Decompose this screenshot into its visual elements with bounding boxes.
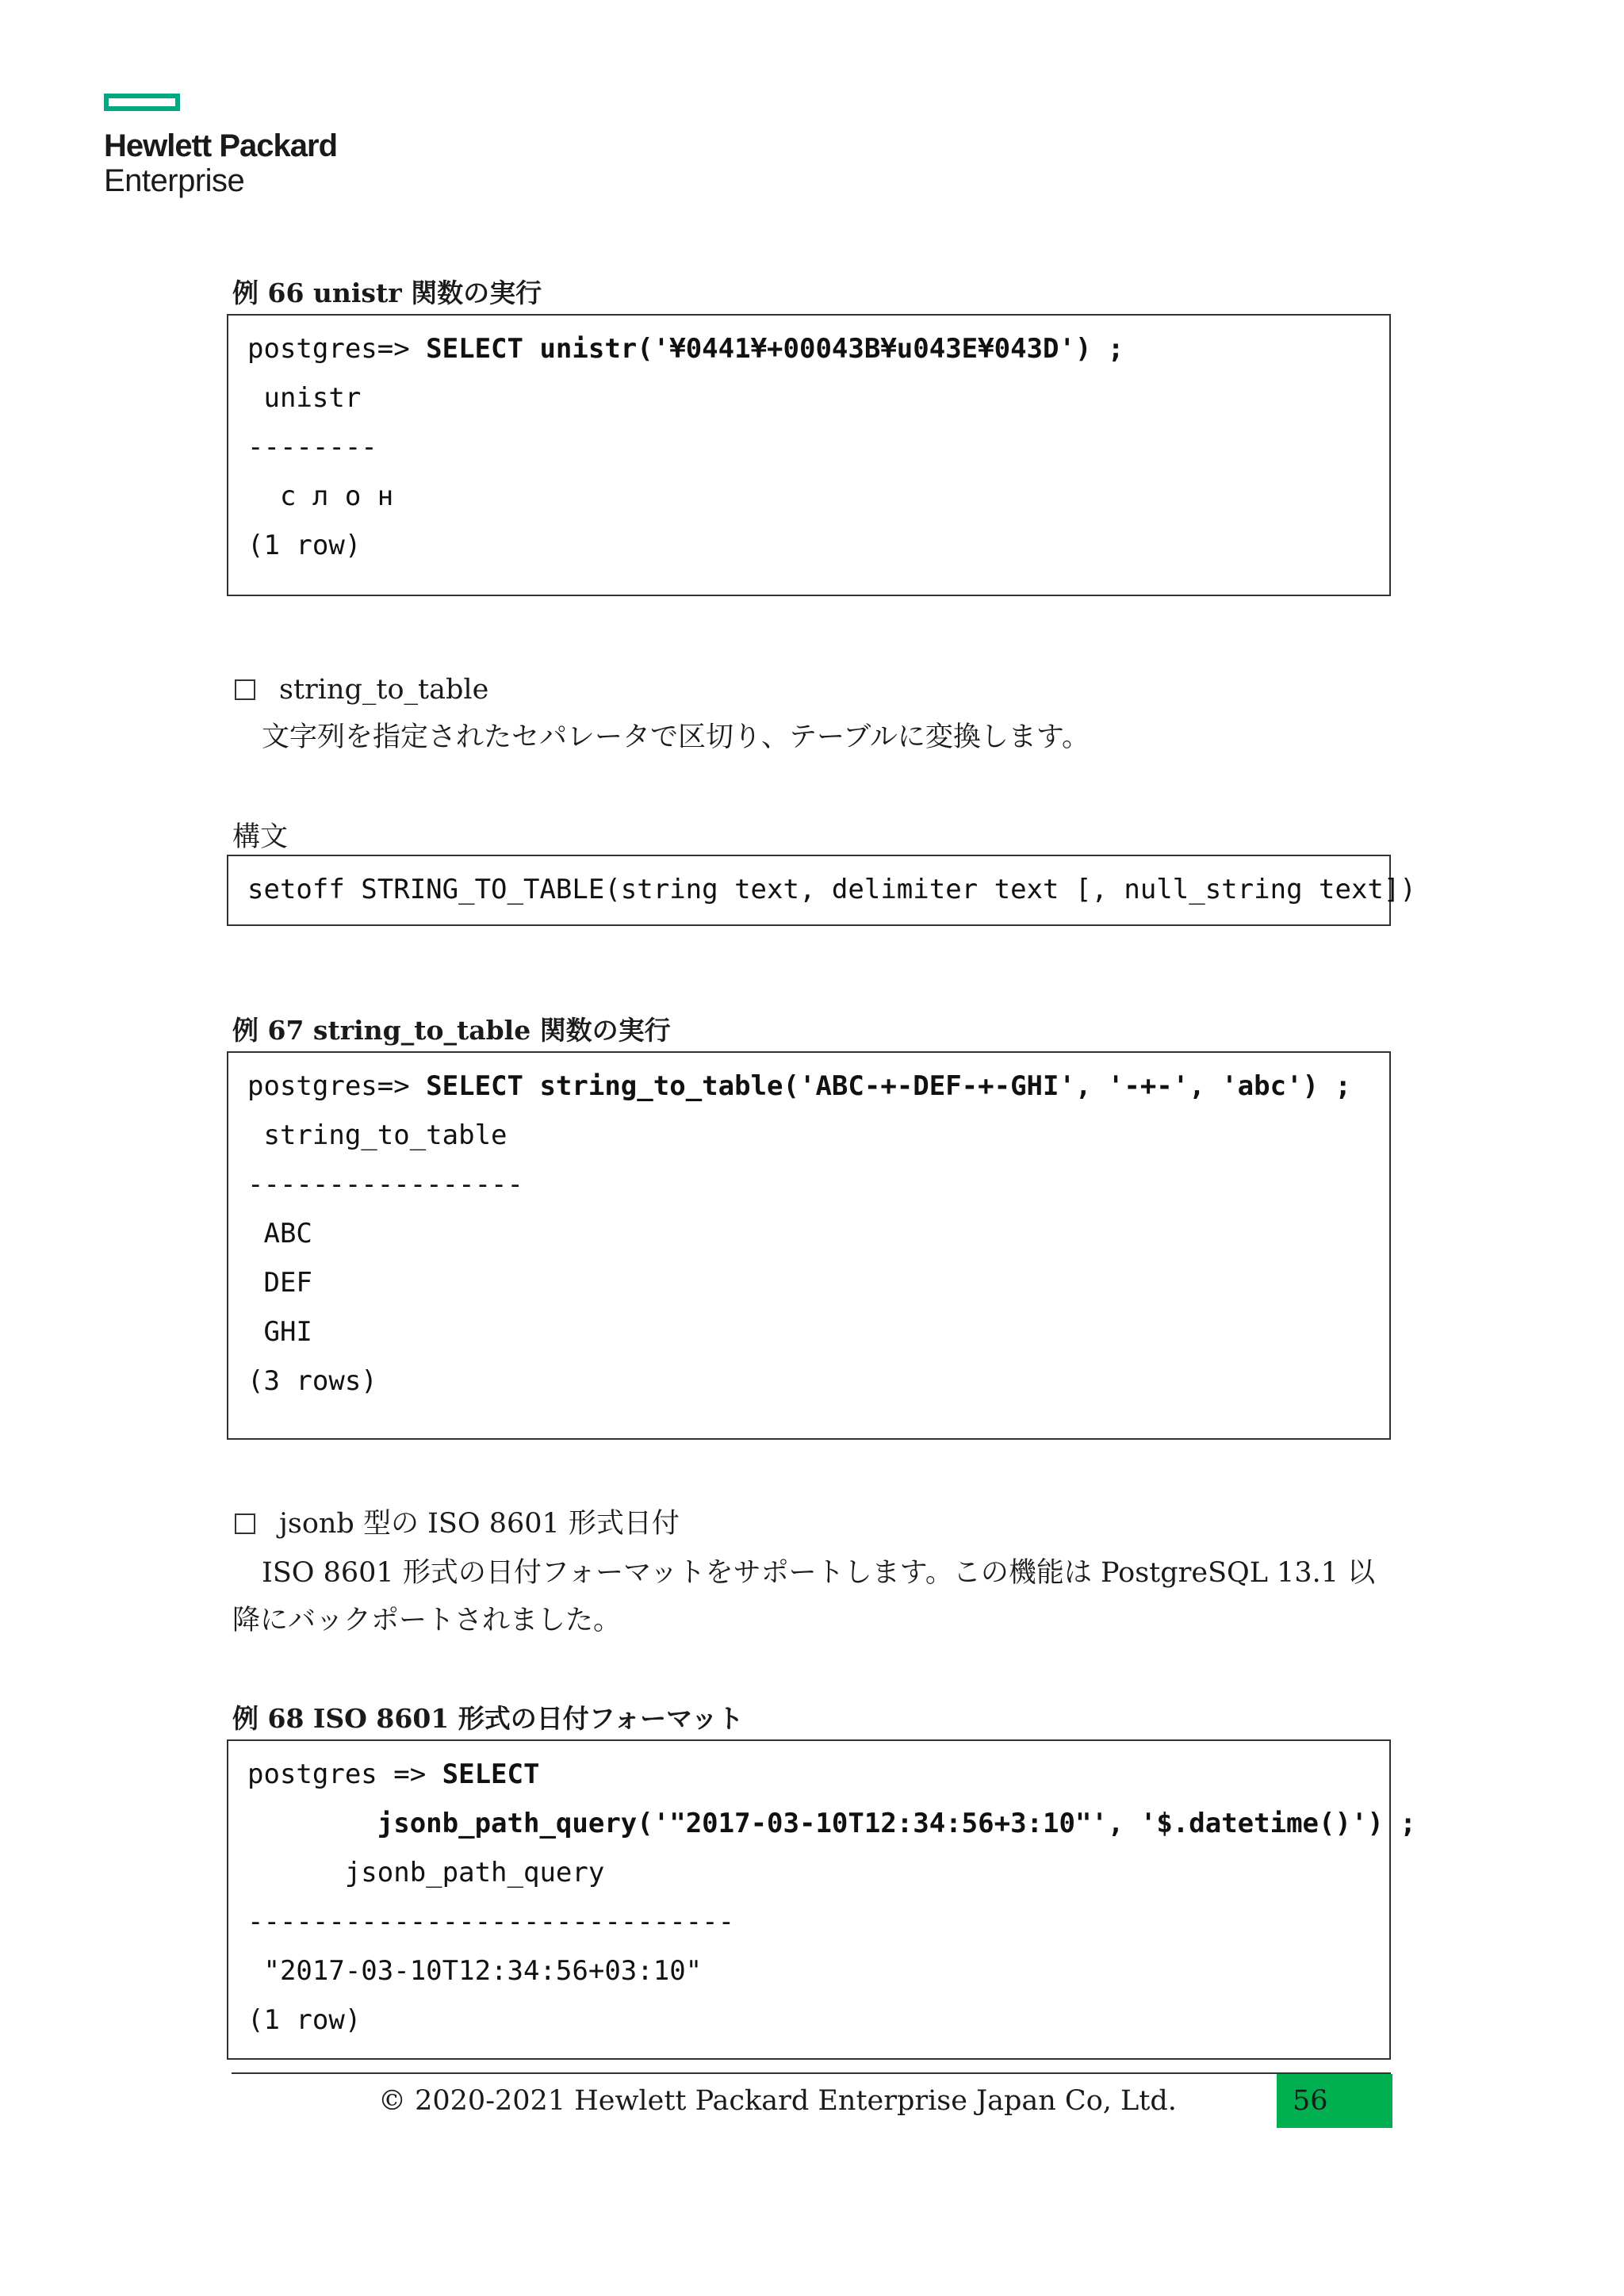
checkbox-bullet-icon: [235, 679, 255, 700]
section-title-jsonb-iso8601: jsonb 型の ISO 8601 形式日付: [235, 1506, 680, 1541]
code-line: jsonb_path_query('"2017-03-10T12:34:56+3:10"', '$.datetime()') ;: [377, 1808, 1416, 1839]
code-line: jsonb_path_query: [247, 1857, 605, 1888]
syntax-label: 構文: [232, 821, 289, 853]
code-line: unistr: [247, 382, 362, 414]
code-line: (3 rows): [247, 1365, 377, 1397]
syntax-code-block: [227, 855, 1416, 926]
section-description: 文字列を指定されたセパレータで区切り、テーブルに変換します。: [262, 721, 1090, 753]
example-66-code-block: [227, 314, 1391, 596]
code-line: "2017-03-10T12:34:56+03:10": [247, 1955, 703, 1987]
example-68-caption: 例 68 ISO 8601 形式の日付フォーマット: [232, 1703, 744, 1734]
section-title-string-to-table: string_to_table: [235, 672, 488, 707]
code-line: -----------------: [247, 1169, 523, 1200]
code-line: string_to_table: [247, 1119, 508, 1151]
code-line: postgres=> SELECT string_to_table('ABC-+-DEF-+-GHI', '-+-', 'abc') ;: [247, 1070, 1351, 1102]
page-number-badge: [1277, 2074, 1392, 2128]
footer-divider: [232, 2072, 1391, 2074]
code-line: postgres=> SELECT unistr('¥0441¥+00043B¥u043E¥043D') ;: [247, 333, 1124, 365]
section-description-line1: ISO 8601 形式の日付フォーマットをサポートします。この機能は PostgreSQL 13.1 以: [262, 1557, 1376, 1589]
code-line: ABC: [247, 1218, 312, 1249]
code-line: (1 row): [247, 530, 362, 561]
footer-copyright: © 2020-2021 Hewlett Packard Enterprise Japan Co, Ltd.: [378, 2085, 1177, 2117]
hpe-logo: [104, 94, 358, 198]
code-line: (1 row): [247, 2004, 362, 2036]
example-67-caption: 例 67 string_to_table 関数の実行: [232, 1015, 671, 1046]
code-line: с л о н: [247, 480, 394, 512]
code-line: GHI: [247, 1316, 312, 1348]
logo-text-line2: Enterprise: [104, 163, 245, 198]
example-67-code-block: [227, 1051, 1391, 1440]
code-line: postgres => SELECT: [247, 1758, 540, 1790]
code-line: ------------------------------: [247, 1906, 735, 1938]
code-line: --------: [247, 431, 377, 463]
example-68-code-block: [227, 1739, 1416, 2060]
hpe-logo-mark: [104, 94, 180, 111]
logo-text-line1: Hewlett Packard: [104, 128, 338, 163]
page-number: 56: [1293, 2085, 1328, 2117]
code-line: setoff STRING_TO_TABLE(string text, delimiter text [, null_string text]): [247, 874, 1416, 905]
example-66-caption: 例 66 unistr 関数の実行: [232, 277, 542, 308]
checkbox-bullet-icon: [235, 1513, 255, 1534]
section-description-line2: 降にバックポートされました。: [232, 1605, 622, 1636]
code-line: DEF: [247, 1267, 312, 1299]
